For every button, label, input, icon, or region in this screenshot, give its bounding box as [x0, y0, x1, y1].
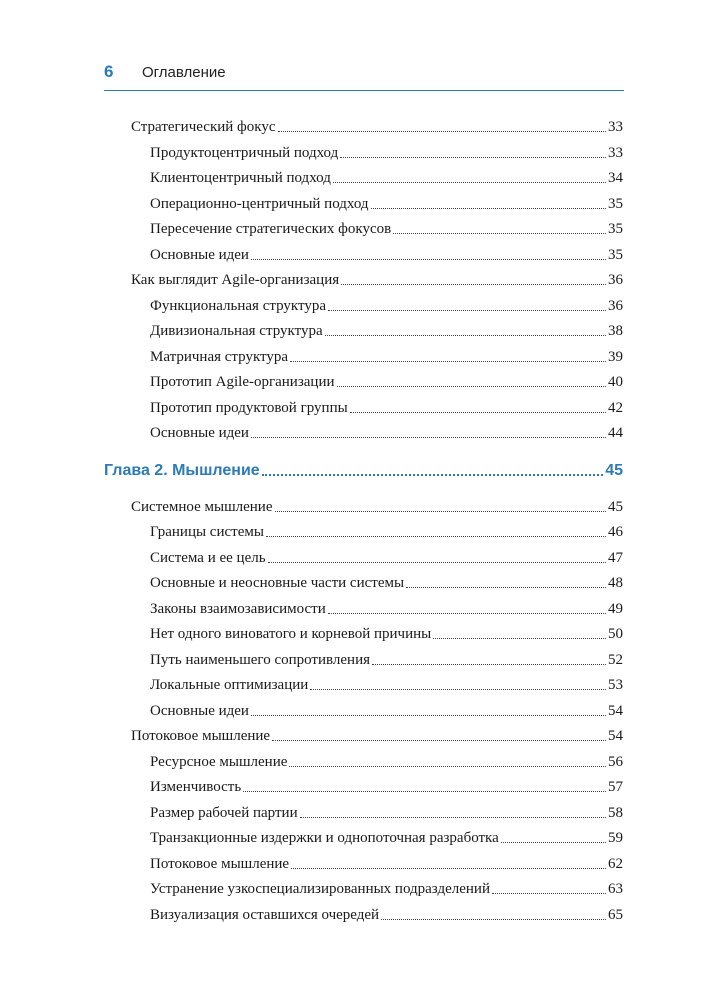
- toc-entry: [150, 878, 623, 898]
- toc-page-number: 36: [608, 297, 623, 314]
- toc-page-number: 48: [608, 575, 623, 591]
- toc-leader-dots: [272, 740, 606, 741]
- toc-page-number: 58: [608, 804, 623, 821]
- toc-entry-title: Визуализация оставшихся очередей: [150, 906, 380, 923]
- toc-leader-dots: [433, 638, 606, 639]
- toc-entry: [150, 827, 623, 847]
- toc-page-number: 63: [608, 881, 623, 897]
- toc-entry-title: Продуктоцентричный подход: [150, 144, 339, 161]
- toc-leader-dots: [251, 437, 606, 438]
- page-number: 6: [104, 62, 114, 81]
- toc-leader-dots: [325, 335, 606, 336]
- toc-entry: [150, 623, 623, 643]
- toc-page-number: 34: [608, 170, 623, 186]
- toc-entry-title: Матричная структура: [150, 348, 289, 365]
- toc-leader-dots: [337, 386, 606, 387]
- toc-entry: [131, 496, 623, 516]
- toc-page-number: 42: [608, 399, 623, 416]
- toc-page-number: 54: [608, 728, 623, 744]
- toc-page-number: 36: [608, 272, 623, 288]
- toc-leader-dots: [243, 791, 606, 792]
- toc-entry: [150, 547, 623, 567]
- toc-leader-dots: [372, 664, 606, 665]
- toc-entry: [150, 700, 623, 720]
- toc-entry: [150, 422, 623, 442]
- toc-entry-title: Системное мышление: [131, 498, 273, 515]
- toc-leader-dots: [501, 842, 606, 843]
- toc-entry-title: Глава 2. Мышление: [104, 461, 260, 479]
- toc-entry: [150, 521, 623, 541]
- toc-entry: [131, 116, 623, 136]
- toc-entry-title: Система и ее цель: [150, 549, 266, 566]
- toc-entry: [150, 244, 623, 264]
- toc-leader-dots: [492, 893, 606, 894]
- toc-entry: [150, 371, 623, 391]
- toc-page-number: 45: [608, 498, 623, 515]
- toc-entry: [150, 572, 623, 592]
- toc-leader-dots: [300, 817, 606, 818]
- toc-page-number: 56: [608, 753, 623, 770]
- toc-entry-title: Операционно-центричный подход: [150, 195, 369, 212]
- toc-entry: [150, 904, 623, 924]
- toc-entry-title: Как выглядит Agile-организация: [131, 272, 340, 288]
- toc-entry: [150, 295, 623, 315]
- toc-entry: [150, 649, 623, 669]
- toc-page-number: 45: [605, 461, 623, 479]
- toc-entry-title: Путь наименьшего сопротивления: [150, 651, 370, 668]
- toc-page-number: 62: [608, 855, 623, 872]
- toc-entry: [150, 218, 623, 238]
- toc-leader-dots: [406, 587, 606, 588]
- toc-page-number: 33: [608, 119, 623, 135]
- toc-entry: [150, 193, 623, 213]
- toc-entry-title: Пересечение стратегических фокусов: [150, 221, 392, 237]
- toc-leader-dots: [291, 868, 606, 869]
- toc-entry-title: Потоковое мышление: [131, 728, 271, 744]
- toc-leader-dots: [251, 715, 606, 716]
- toc-entry: [150, 167, 623, 187]
- toc-page-number: 35: [608, 195, 623, 212]
- toc-entry: [150, 598, 623, 618]
- running-head: Оглавление: [142, 64, 226, 81]
- toc-page-number: 44: [608, 425, 623, 441]
- toc-entry-title: Дивизиональная структура: [150, 323, 323, 339]
- toc-leader-dots: [275, 511, 607, 512]
- toc-entry-title: Транзакционные издержки и однопоточная разработка: [150, 830, 499, 846]
- toc-entry-title: Устранение узкоспециализированных подразделений: [150, 881, 490, 897]
- toc-page-number: 38: [608, 323, 623, 339]
- toc-entry-title: Границы системы: [150, 524, 264, 540]
- toc-leader-dots: [333, 182, 606, 183]
- toc-entry-title: Локальные оптимизации: [150, 677, 309, 693]
- toc-entry-title: Основные идеи: [150, 425, 249, 441]
- toc-entry: [150, 776, 623, 796]
- toc-page-number: 39: [608, 348, 623, 365]
- toc-page-number: 49: [608, 600, 623, 617]
- toc-entry: [131, 269, 623, 289]
- toc-page-number: 59: [608, 830, 623, 846]
- toc-entry-title: Ресурсное мышление: [150, 753, 288, 770]
- toc-entry: [150, 320, 623, 340]
- toc-page-number: 35: [608, 221, 623, 237]
- toc-page-number: 47: [608, 549, 623, 566]
- toc-leader-dots: [381, 919, 606, 920]
- toc-entry-title: Прототип Agile-организации: [150, 374, 335, 390]
- toc-leader-dots: [290, 361, 606, 362]
- toc-entry: [150, 142, 623, 162]
- toc-entry-title: Стратегический фокус: [131, 119, 276, 135]
- toc-entry-title: Основные идеи: [150, 246, 249, 263]
- toc-page-number: 53: [608, 677, 623, 693]
- toc-entry-title: Прототип продуктовой группы: [150, 399, 348, 416]
- toc-entry-title: Законы взаимозависимости: [150, 600, 326, 617]
- header-rule: [104, 90, 624, 91]
- toc-entry: [131, 725, 623, 745]
- toc-page-number: 57: [608, 779, 623, 795]
- toc-entry-title: Функциональная структура: [150, 297, 327, 314]
- toc-leader-dots: [393, 233, 606, 234]
- toc-leader-dots: [262, 474, 604, 476]
- toc-entry-title: Основные и неосновные части системы: [150, 575, 405, 591]
- toc-leader-dots: [266, 536, 606, 537]
- toc-page-number: 65: [608, 906, 623, 923]
- toc-leader-dots: [340, 157, 606, 158]
- toc-leader-dots: [371, 208, 606, 209]
- toc-page-number: 46: [608, 524, 623, 540]
- toc-page-number: 52: [608, 651, 623, 668]
- toc-entry-title: Потоковое мышление: [150, 855, 290, 872]
- toc-entry: [150, 397, 623, 417]
- toc-leader-dots: [341, 284, 606, 285]
- toc-entry-title: Нет одного виноватого и корневой причины: [150, 626, 432, 642]
- toc-leader-dots: [328, 613, 606, 614]
- toc-entry-title: Изменчивость: [150, 779, 242, 795]
- toc-entry-title: Размер рабочей партии: [150, 804, 298, 821]
- toc-page-number: 54: [608, 702, 623, 719]
- toc-chapter: [104, 460, 623, 480]
- toc-entry: [150, 751, 623, 771]
- toc-leader-dots: [268, 562, 606, 563]
- toc-leader-dots: [328, 310, 606, 311]
- toc-entry: [150, 674, 623, 694]
- toc-page-number: 33: [608, 144, 623, 161]
- toc-leader-dots: [350, 412, 606, 413]
- toc-page-number: 50: [608, 626, 623, 642]
- toc-entry: [150, 853, 623, 873]
- toc-leader-dots: [278, 131, 607, 132]
- page-header: [104, 62, 624, 88]
- toc-entry-title: Клиентоцентричный подход: [150, 170, 331, 186]
- toc-leader-dots: [251, 259, 606, 260]
- toc-page-number: 40: [608, 374, 623, 390]
- toc-page-number: 35: [608, 246, 623, 263]
- toc-leader-dots: [310, 689, 606, 690]
- toc-entry: [150, 346, 623, 366]
- toc-leader-dots: [289, 766, 606, 767]
- toc-entry: [150, 802, 623, 822]
- toc-entry-title: Основные идеи: [150, 702, 249, 719]
